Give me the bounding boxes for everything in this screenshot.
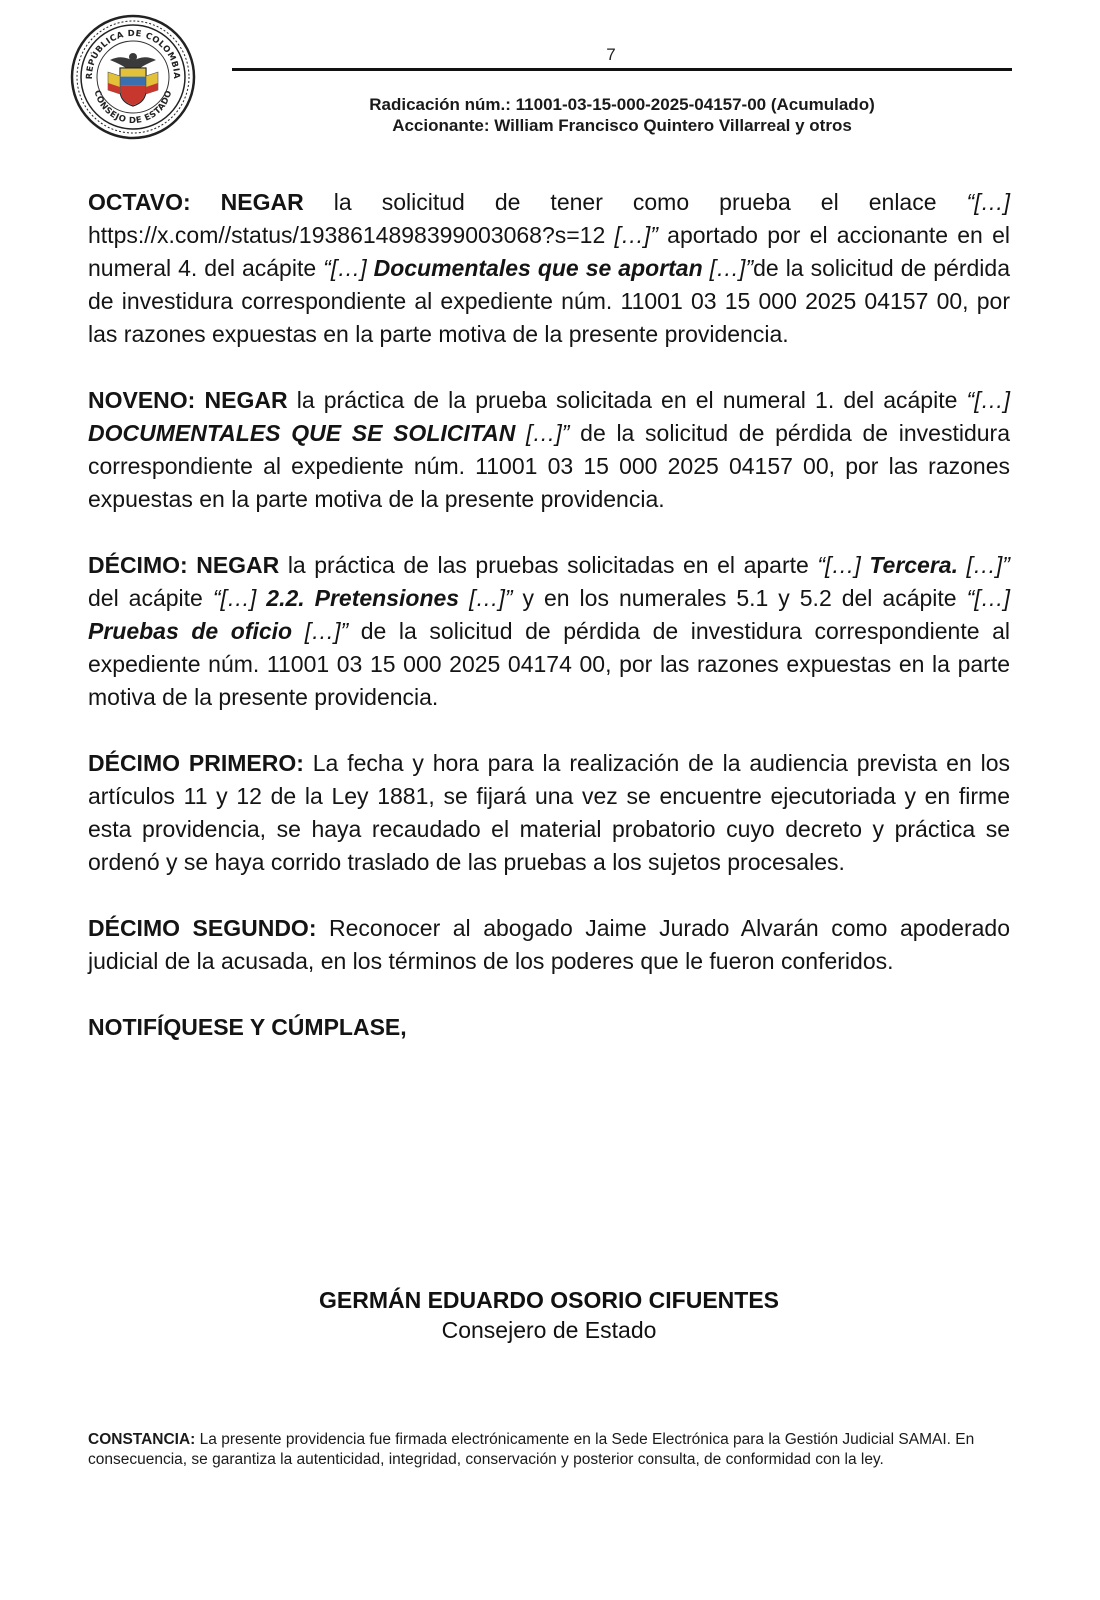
signature-block: [88, 1285, 1010, 1345]
evidence-link: https://x.com//status/1938614898399003068?s=12: [88, 222, 606, 248]
decimo-segundo-label: DÉCIMO SEGUNDO:: [88, 915, 317, 941]
octavo-label: OCTAVO:: [88, 189, 191, 215]
octavo-verb: NEGAR: [220, 189, 304, 215]
noveno-heading: DOCUMENTALES QUE SE SOLICITAN: [88, 420, 516, 446]
decimo-primero-label: DÉCIMO PRIMERO:: [88, 750, 304, 776]
decimo-label: DÉCIMO:: [88, 552, 188, 578]
document-body: [88, 186, 1010, 1077]
noveno-verb: NEGAR: [204, 387, 288, 413]
accionante-line: Accionante: William Francisco Quintero Villarreal y otros: [392, 116, 852, 135]
noveno-label: NOVENO:: [88, 387, 196, 413]
document-header: [232, 94, 1012, 136]
svg-text:CONSEJO DE ESTADO: CONSEJO DE ESTADO: [91, 89, 175, 127]
header-rule: [232, 68, 1012, 71]
svg-text:REPÚBLICA DE COLOMBIA: REPÚBLICA DE COLOMBIA: [84, 28, 182, 80]
radicacion-line: Radicación núm.: 11001-03-15-000-2025-04157-00 (Acumulado): [369, 95, 875, 114]
consejo-de-estado-seal-logo: [70, 14, 196, 140]
signer-name: GERMÁN EDUARDO OSORIO CIFUENTES: [318, 1287, 780, 1313]
decimo-verb: NEGAR: [196, 552, 280, 578]
constancia-label: CONSTANCIA:: [88, 1431, 196, 1448]
paragraph-decimo: DÉCIMO: NEGAR la práctica de las pruebas solicitadas en el aparte “[…] Tercera. […]” del acápite “[…] 2.2. Pretensiones […]” y en los numerales 5.1 y 5.2 del acápite “[…] Pruebas de oficio […]” de la solicitud de pérdida de investidura correspondiente al expediente núm. 11001 03 15 000 2025 04174 00, por las razones expuestas en la parte motiva de la presente providencia.: [88, 552, 1011, 710]
page-number: 7: [606, 45, 616, 64]
closing-formula: NOTIFÍQUESE Y CÚMPLASE,: [88, 1014, 407, 1040]
paragraph-decimo-segundo: DÉCIMO SEGUNDO: Reconocer al abogado Jaime Jurado Alvarán como apoderado judicial de la acusada, en los términos de los poderes que le fueron conferidos.: [88, 915, 1010, 974]
signer-role: Consejero de Estado: [441, 1317, 657, 1343]
constancia-text: La presente providencia fue firmada electrónicamente en la Sede Electrónica para la Gestión Judicial SAMAI. En consecuencia, se garantiza la autenticidad, integridad, conservación y posterior consulta, de conformidad con la ley.: [88, 1431, 975, 1468]
paragraph-noveno: NOVENO: NEGAR la práctica de la prueba solicitada en el numeral 1. del acápite “[…] DOCUMENTALES QUE SE SOLICITAN […]” de la solicitud de pérdida de investidura correspondiente al expediente núm. 11001 03 15 000 2025 04157 00, por las razones expuestas en la parte motiva de la presente providencia.: [88, 387, 1010, 512]
paragraph-octavo: OCTAVO: NEGAR la solicitud de tener como prueba el enlace “[…] https://x.com//status/1938614898399003068?s=12 […]” aportado por el accionante en el numeral 4. del acápite “[…] Documentales que se aportan […]”de la solicitud de pérdida de investidura correspondiente al expediente núm. 11001 03 15 000 2025 04157 00, por las razones expuestas en la parte motiva de la presente providencia.: [88, 189, 1011, 347]
paragraph-decimo-primero: DÉCIMO PRIMERO: La fecha y hora para la realización de la audiencia prevista en los artículos 11 y 12 de la Ley 1881, se fijará una vez se encuentre ejecutoriada y en firme esta providencia, se haya recaudado el material probatorio cuyo decreto y práctica se ordenó y se haya corrido traslado de las pruebas a los sujetos procesales.: [88, 750, 1011, 875]
octavo-heading: Documentales que se aportan: [373, 255, 703, 281]
constancia-note: [88, 1430, 1018, 1470]
